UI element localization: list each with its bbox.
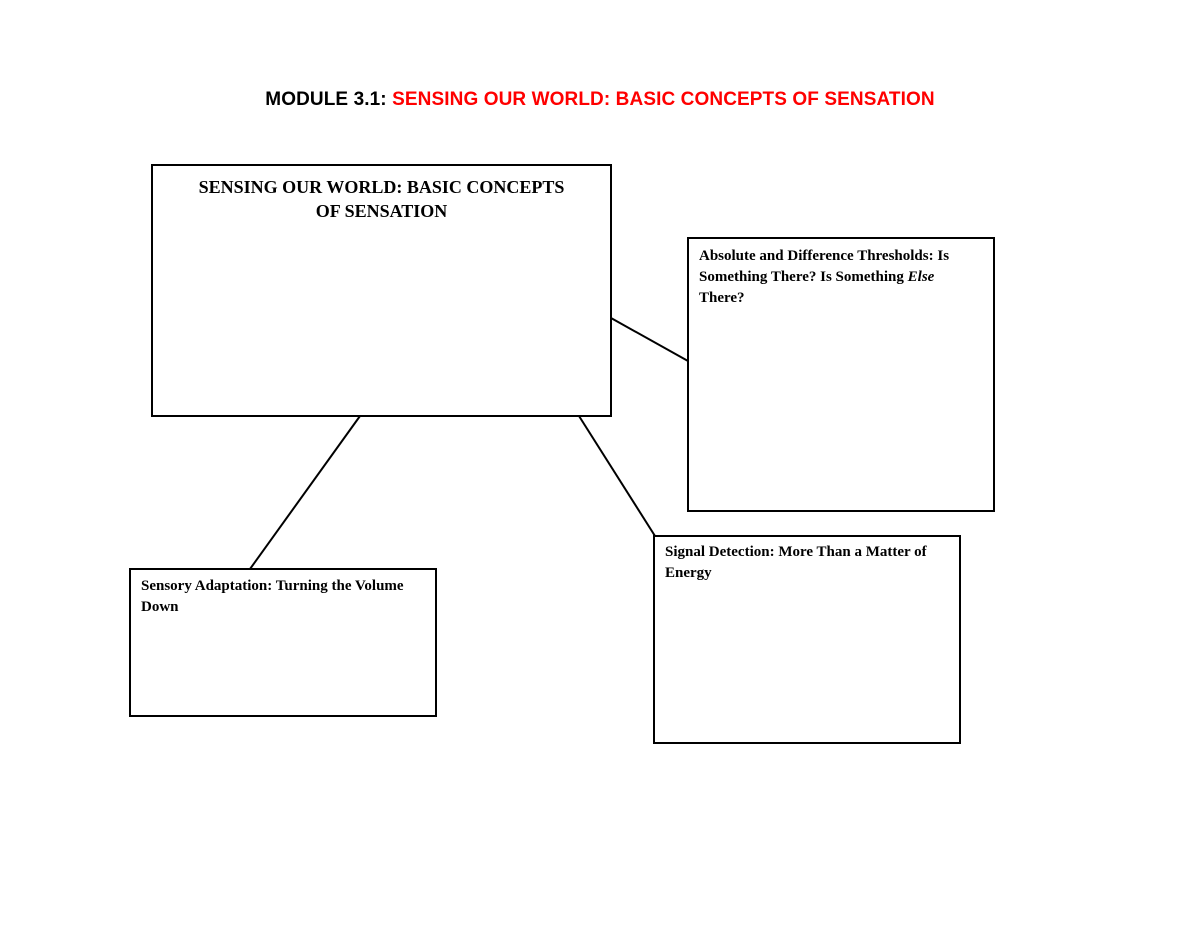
connector-main-to-thresholds (611, 318, 688, 361)
connector-main-to-adaptation (250, 416, 360, 569)
thresholds-box (687, 237, 995, 512)
thresholds-text: Absolute and Difference Thresholds: Is Something There? Is Something (699, 248, 950, 285)
central-concept-line2: OF SENSATION (315, 201, 448, 221)
central-concept-line1: SENSING OUR WORLD: BASIC CONCEPTS (198, 177, 565, 197)
sensory-adaptation-box (129, 568, 437, 717)
connector-main-to-signal-detection (579, 416, 655, 536)
signal-detection-text: Signal Detection: More Than a Matter of Energy (665, 544, 927, 581)
signal-detection-box (653, 535, 961, 744)
module-number: MODULE 3.1: (265, 89, 387, 110)
thresholds-text-end: There? (699, 290, 745, 306)
thresholds-emphasis: Else (907, 269, 935, 285)
module-title: SENSING OUR WORLD: BASIC CONCEPTS OF SENSATION (392, 89, 935, 110)
central-concept-box (151, 164, 612, 417)
sensory-adaptation-text: Sensory Adaptation: Turning the Volume Down (141, 578, 404, 615)
